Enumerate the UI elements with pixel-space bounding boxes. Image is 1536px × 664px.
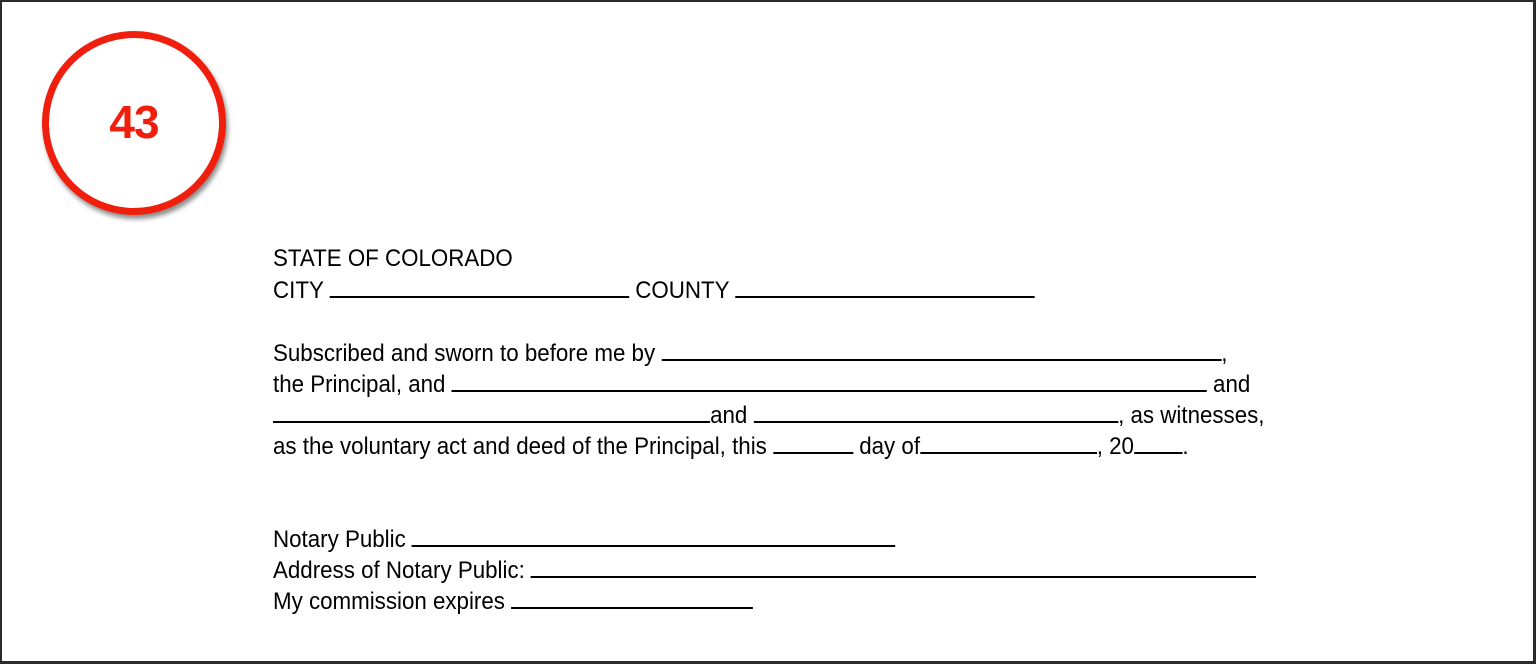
witness-1-blank-field[interactable]	[452, 368, 1207, 392]
notary-address-label: Address of Notary Public:	[273, 557, 525, 584]
city-blank-field[interactable]	[330, 274, 629, 298]
notary-public-blank-field[interactable]	[412, 523, 896, 547]
month-blank-field[interactable]	[920, 430, 1097, 454]
notary-public-line	[273, 523, 896, 555]
voluntary-act-text: as the voluntary act and deed of the Principal, this	[273, 433, 767, 460]
state-heading	[273, 243, 513, 274]
county-blank-field[interactable]	[735, 274, 1034, 298]
step-number: 43	[109, 96, 159, 148]
principal-name-blank-field[interactable]	[661, 337, 1221, 361]
city-county-line	[273, 274, 1035, 306]
witness-2-blank-field[interactable]	[273, 399, 710, 423]
sworn-by-text: Subscribed and sworn to before me by	[273, 340, 656, 367]
witness-3-blank-field[interactable]	[754, 399, 1119, 423]
year-blank-field[interactable]	[1134, 430, 1182, 454]
voluntary-act-period: .	[1182, 433, 1189, 460]
county-label: COUNTY	[635, 277, 730, 304]
principal-and-text: and	[1213, 371, 1251, 398]
principal-text: the Principal, and	[273, 371, 446, 398]
year-prefix-text: , 20	[1096, 433, 1134, 460]
commission-expires-label: My commission expires	[273, 588, 505, 615]
sworn-by-comma: ,	[1221, 340, 1228, 367]
state-label: STATE OF COLORADO	[273, 245, 513, 272]
witnesses-and-text: and	[710, 402, 748, 429]
principal-line	[273, 368, 1250, 400]
day-of-text: day of	[859, 433, 921, 460]
as-witnesses-text: , as witnesses,	[1118, 402, 1265, 429]
notary-address-blank-field[interactable]	[531, 554, 1256, 578]
sworn-by-line	[273, 337, 1227, 369]
day-blank-field[interactable]	[773, 430, 853, 454]
witnesses-line	[273, 399, 1264, 431]
city-label: CITY	[273, 277, 324, 304]
notary-public-label: Notary Public	[273, 526, 406, 553]
step-number-badge	[42, 31, 226, 215]
commission-expires-line	[273, 585, 753, 617]
notary-address-line	[273, 554, 1256, 586]
commission-expires-blank-field[interactable]	[511, 585, 753, 609]
voluntary-act-line	[273, 430, 1189, 462]
